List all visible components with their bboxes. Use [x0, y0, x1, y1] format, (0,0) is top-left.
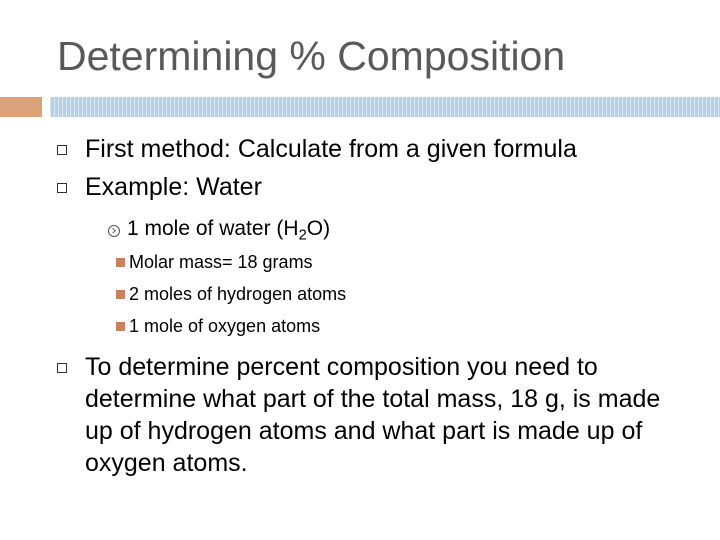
hollow-square-bullet-icon — [57, 363, 67, 373]
circle-check-bullet-icon — [108, 225, 120, 237]
sub-bullet-prefix: 1 mole of water (H — [127, 217, 299, 240]
accent-bar-blue — [50, 97, 720, 117]
hollow-square-bullet-icon — [57, 183, 67, 193]
subscript-2: 2 — [298, 227, 307, 244]
sub-bullet-suffix: O) — [306, 217, 331, 240]
accent-bar-orange — [0, 97, 42, 117]
paragraph-text: To determine percent composition you need to determine what part of the total mass, 18 g, is made up of hydrogen atoms and what part is made up of oxygen atoms. — [85, 353, 661, 477]
filled-square-bullet-icon — [116, 290, 125, 299]
bullet-text: Example: Water — [85, 173, 262, 201]
hollow-square-bullet-icon — [57, 145, 67, 155]
slide-title: Determining % Composition — [57, 33, 566, 79]
bullet-text: First method: Calculate from a given formula — [85, 135, 577, 163]
sub-bullet-text — [127, 215, 330, 243]
sub-sub-bullet-text: Molar mass= 18 grams — [129, 252, 313, 272]
filled-square-bullet-icon — [116, 258, 125, 267]
filled-square-bullet-icon — [116, 322, 125, 331]
sub-sub-bullet-text: 1 mole of oxygen atoms — [129, 316, 321, 336]
sub-sub-bullet-text: 2 moles of hydrogen atoms — [129, 284, 347, 304]
